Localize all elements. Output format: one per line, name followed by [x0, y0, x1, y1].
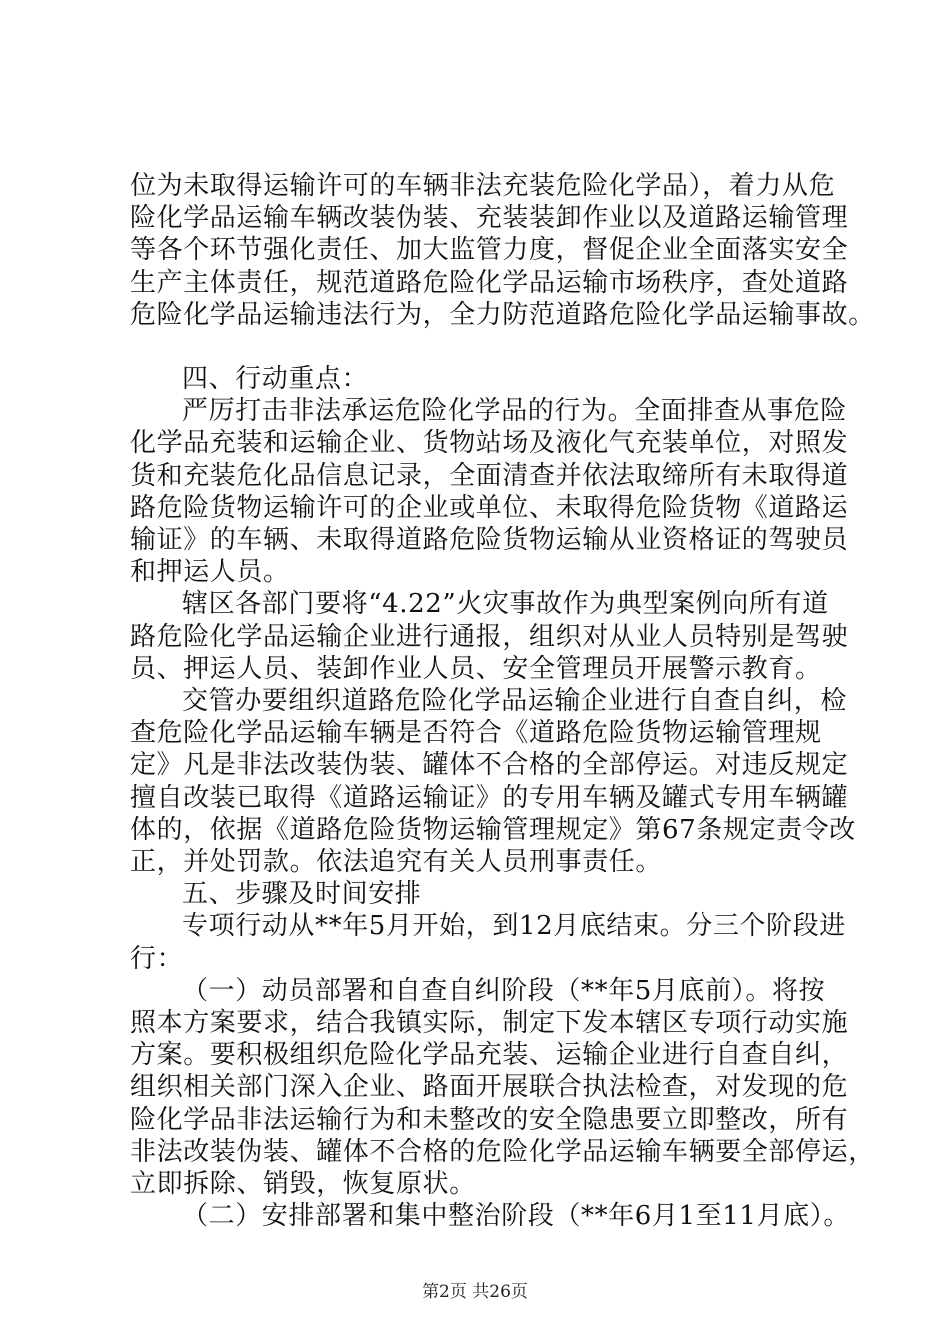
body-text-line: 体的，依据《道路危险货物运输管理规定》第67条规定责令改	[130, 814, 856, 845]
document-body	[130, 170, 875, 1233]
body-text-line: 非法改装伪装、罐体不合格的危险化学品运输车辆要全部停运，	[130, 1136, 875, 1167]
body-text-line: 和押运人员。	[130, 557, 290, 588]
body-text-line: 路危险货物运输许可的企业或单位、未取得危险货物《道路运	[130, 492, 849, 523]
body-text-line: 等各个环节强化责任、加大监管力度，督促企业全面落实安全	[130, 235, 849, 266]
body-text-line: 输证》的车辆、未取得道路危险货物运输从业资格证的驾驶员	[130, 525, 849, 556]
body-text-line: 擅自改装已取得《道路运输证》的专用车辆及罐式专用车辆罐	[130, 782, 849, 813]
body-text-line: 货和充装危化品信息记录，全面清查并依法取缔所有未取得道	[130, 460, 849, 491]
body-text-line: 化学品充装和运输企业、货物站场及液化气充装单位，对照发	[130, 428, 849, 459]
body-text-line: 交管办要组织道路危险化学品运输企业进行自查自纠，检	[182, 686, 848, 717]
body-text-line: 生产主体责任，规范道路危险化学品运输市场秩序，查处道路	[130, 267, 849, 298]
body-text-line: 查危险化学品运输车辆是否符合《道路危险货物运输管理规	[130, 718, 822, 749]
body-text-line: 险化学品非法运输行为和未整改的安全隐患要立即整改，所有	[130, 1104, 849, 1135]
body-text-line: 辖区各部门要将“4.22”火灾事故作为典型案例向所有道	[182, 589, 829, 620]
body-text-line: （二）安排部署和集中整治阶段（**年6月1至11月底）。	[182, 1201, 850, 1232]
section-heading: 四、行动重点：	[182, 364, 369, 395]
body-text-line: 员、押运人员、装卸作业人员、安全管理员开展警示教育。	[130, 653, 822, 684]
section-heading: 五、步骤及时间安排	[182, 879, 422, 910]
paragraph-gap	[130, 331, 850, 363]
page-number-footer: 第2页 共26页	[422, 1282, 528, 1302]
body-text-line: 照本方案要求，结合我镇实际，制定下发本辖区专项行动实施	[130, 1008, 849, 1039]
body-text-line: 正，并处罚款。依法追究有关人员刑事责任。	[130, 847, 663, 878]
body-text-line: 严厉打击非法承运危险化学品的行为。全面排查从事危险	[182, 396, 848, 427]
body-text-line: （一）动员部署和自查自纠阶段（**年5月底前）。将按	[182, 975, 826, 1006]
body-text-line: 路危险化学品运输企业进行通报，组织对从业人员特别是驾驶	[130, 621, 849, 652]
body-text-line: 专项行动从**年5月开始，到12月底结束。分三个阶段进	[182, 911, 846, 942]
body-text-line: 行：	[130, 943, 184, 974]
body-text-line: 组织相关部门深入企业、路面开展联合执法检查，对发现的危	[130, 1072, 849, 1103]
body-text-line: 定》凡是非法改装伪装、罐体不合格的全部停运。对违反规定	[130, 750, 849, 781]
body-text-line: 险化学品运输车辆改装伪装、充装装卸作业以及道路运输管理	[130, 203, 849, 234]
body-text-line: 位为未取得运输许可的车辆非法充装危险化学品），着力从危	[130, 171, 836, 201]
body-text-line: 方案。要积极组织危险化学品充装、运输企业进行自查自纠，	[130, 1040, 849, 1071]
body-text-line: 立即拆除、销毁，恢复原状。	[130, 1169, 476, 1200]
body-text-line: 危险化学品运输违法行为，全力防范道路危险化学品运输事故。	[130, 299, 875, 330]
